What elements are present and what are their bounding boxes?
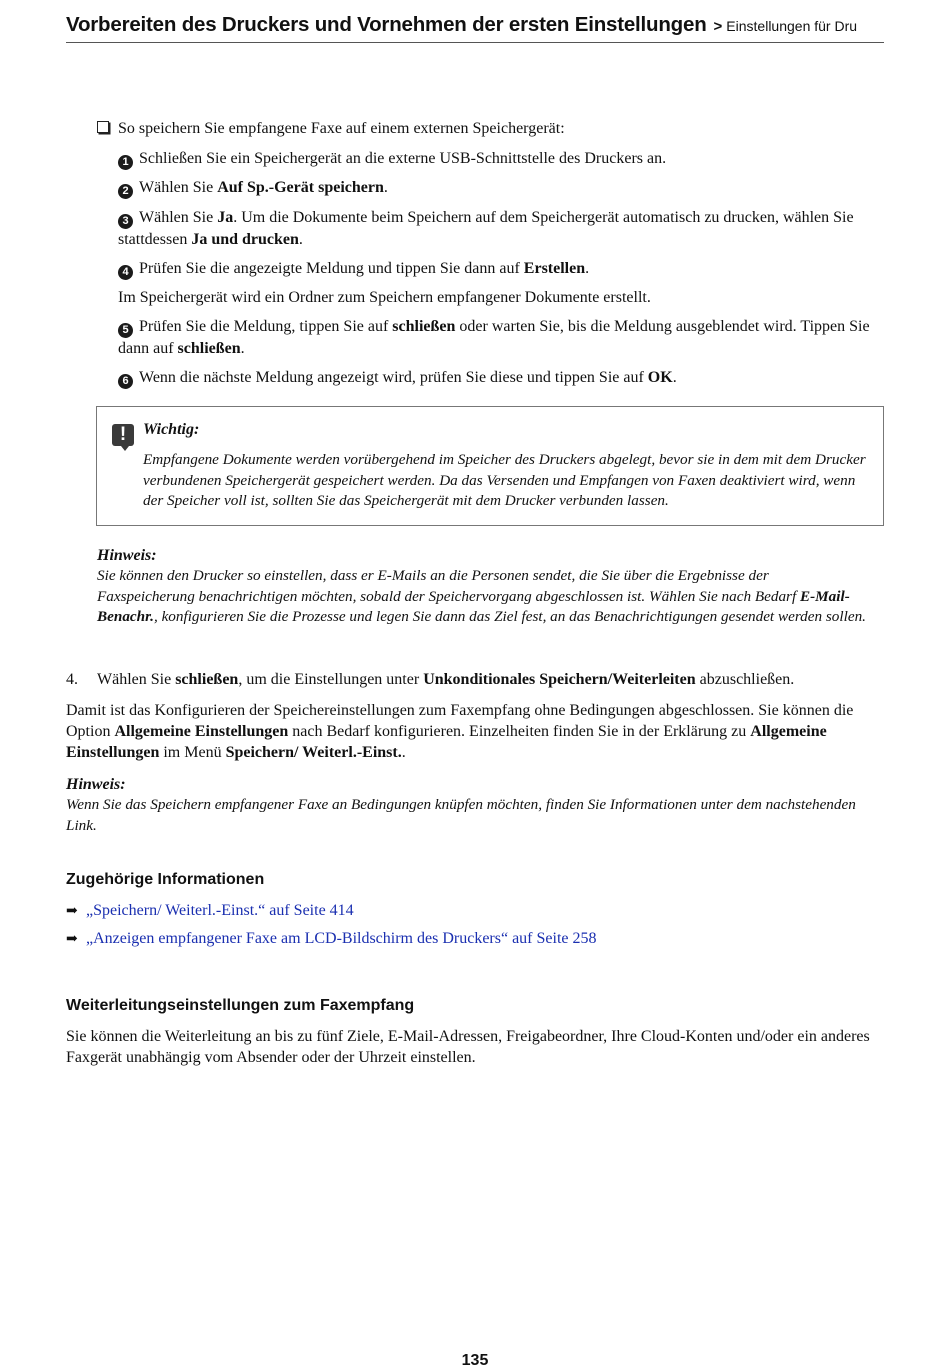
note-2	[66, 774, 856, 836]
chapter-title: Vorbereiten des Druckers und Vornehmen der ersten Einstellungen	[66, 13, 707, 36]
step-2-text: Wählen Sie	[139, 179, 218, 196]
menu-speichern-weiterl-einst: Speichern/ Weiterl.-Einst.	[225, 744, 402, 761]
paragraph-text: Damit ist das Konfigurieren der Speichereinstellungen zum Faxempfang ohne Bedingungen abgeschlossen. Sie können die Option	[66, 702, 854, 740]
button-schliessen: schließen	[392, 318, 456, 335]
step-number-3-icon: 3	[118, 214, 133, 229]
related-link-1-text[interactable]: „Speichern/ Weiterl.-Einst.“ auf Seite 414	[86, 902, 354, 919]
menu-option-auf-sp-geraet-speichern: Auf Sp.-Gerät speichern	[217, 179, 384, 196]
step-1	[118, 148, 884, 170]
paragraph-punct: .	[401, 744, 406, 761]
related-link-1[interactable]	[66, 900, 886, 922]
important-box	[96, 406, 884, 526]
exclamation-icon: !	[112, 424, 134, 446]
intro-text: So speichern Sie empfangene Faxe auf einem externen Speichergerät:	[118, 120, 565, 137]
paragraph-text-mid2: im Menü	[159, 744, 226, 761]
summary-paragraph	[66, 700, 886, 763]
step-number-6-icon: 6	[118, 374, 133, 389]
step-5	[118, 316, 884, 359]
step-number-5-icon: 5	[118, 323, 133, 338]
step-6-text: Wenn die nächste Meldung angezeigt wird, prüfen Sie diese und tippen Sie auf	[139, 369, 648, 386]
step-5-text-mid: oder warten Sie, bis die Meldung ausgeblendet wird. Tippen Sie dann auf	[118, 318, 870, 357]
breadcrumb-separator: >	[713, 18, 723, 35]
option-ja-und-drucken: Ja und drucken	[191, 231, 299, 248]
menu-unkonditionales-speichern: Unkonditionales Speichern/Weiterleiten	[423, 671, 696, 688]
item-4-text: Wählen Sie	[97, 671, 176, 688]
step-5-punct: .	[240, 340, 245, 357]
step-3	[118, 207, 884, 250]
related-link-2-text[interactable]: „Anzeigen empfangener Faxe am LCD-Bildschirm des Druckers“ auf Seite 258	[86, 930, 597, 947]
page-header	[66, 12, 884, 43]
page-number: 135	[461, 1352, 489, 1369]
arrow-right-icon: ➡	[66, 932, 78, 947]
related-link-2[interactable]	[66, 928, 886, 950]
note-2-text: Wenn Sie das Speichern empfangener Faxe an Bedingungen knüpfen möchten, finden Sie Informationen unter dem nachstehenden Link.	[66, 796, 856, 834]
button-schliessen-2: schließen	[177, 340, 241, 357]
list-item-4	[66, 669, 886, 690]
note-2-label: Hinweis:	[66, 776, 126, 793]
breadcrumb-section: Einstellungen für Dru	[726, 18, 858, 34]
note-1-label: Hinweis:	[97, 547, 157, 564]
list-number: 4.	[66, 671, 78, 688]
section-text: Sie können die Weiterleitung an bis zu fünf Ziele, E-Mail-Adressen, Freigabeordner, Ihre Cloud-Konten und/oder ein anderes Faxgerät unabhängig vom Absender oder der Uhrzeit einstellen.	[66, 1028, 870, 1066]
option-allgemeine-einstellungen-2: Allgemeine Einstellungen	[66, 723, 827, 761]
step-2	[118, 177, 884, 199]
button-schliessen-3: schließen	[175, 671, 239, 688]
section-heading: Weiterleitungseinstellungen zum Faxempfang	[66, 997, 415, 1014]
step-4	[118, 258, 884, 280]
step-4-note: Im Speichergerät wird ein Ordner zum Speichern empfangener Dokumente erstellt.	[118, 289, 651, 306]
step-number-4-icon: 4	[118, 265, 133, 280]
important-text: Empfangene Dokumente werden vorübergehend im Speicher des Druckers abgelegt, bevor sie in dem mit dem Drucker verbundenen Speichergerät gespeichert werden. Da das Versenden und Empfangen von Faxen deaktiviert wird, wenn der Speicher voll ist, sollten Sie das Speichergerät mit dem Drucker verbunden lassen.	[143, 451, 866, 509]
step-3-punct: .	[298, 231, 303, 248]
step-2-punct: .	[383, 179, 388, 196]
intro-bullet	[97, 118, 887, 139]
important-label: Wichtig:	[143, 421, 200, 438]
step-6-punct: .	[672, 369, 677, 386]
step-3-text: Wählen Sie	[139, 209, 218, 226]
item-4-text-mid: , um die Einstellungen unter	[238, 671, 424, 688]
related-info-heading: Zugehörige Informationen	[66, 871, 265, 888]
option-e-mail-benachr: E-Mail-Benachr.	[97, 587, 850, 625]
step-5-text: Prüfen Sie die Meldung, tippen Sie auf	[139, 318, 393, 335]
option-allgemeine-einstellungen: Allgemeine Einstellungen	[114, 723, 289, 740]
step-6	[118, 367, 884, 389]
step-4-punct: .	[585, 260, 590, 277]
item-4-text-post: abzuschließen.	[695, 671, 795, 688]
step-number-2-icon: 2	[118, 184, 133, 199]
note-1-text-pre: Sie können den Drucker so einstellen, dass er E-Mails an die Personen sendet, die Sie über die Ergebnisse der Faxspeicherung benachrichtigen möchten, sobald der Speichervorgang abgeschlossen ist. Wählen Sie nach Bedarf	[97, 567, 800, 605]
note-1-text	[97, 566, 867, 628]
button-erstellen: Erstellen	[523, 260, 586, 277]
step-3-text-mid: . Um die Dokumente beim Speichern auf dem Speichergerät automatisch zu drucken, wählen Sie stattdessen	[118, 209, 854, 248]
button-ok: OK	[647, 369, 673, 386]
paragraph-text-mid1: nach Bedarf konfigurieren. Einzelheiten finden Sie in der Erklärung zu	[288, 723, 751, 740]
note-1-text-post: , konfigurieren Sie die Prozesse und legen Sie dann das Ziel fest, an das Benachrichtigungen gesendet werden sollen.	[153, 608, 866, 625]
note-1	[97, 545, 867, 628]
checkbox-bullet-icon	[97, 121, 109, 133]
step-1-text: Schließen Sie ein Speichergerät an die externe USB-Schnittstelle des Druckers an.	[139, 150, 667, 167]
arrow-right-icon: ➡	[66, 904, 78, 919]
option-ja: Ja	[217, 209, 234, 226]
step-4-text: Prüfen Sie die angezeigte Meldung und tippen Sie dann auf	[139, 260, 524, 277]
step-number-1-icon: 1	[118, 155, 133, 170]
